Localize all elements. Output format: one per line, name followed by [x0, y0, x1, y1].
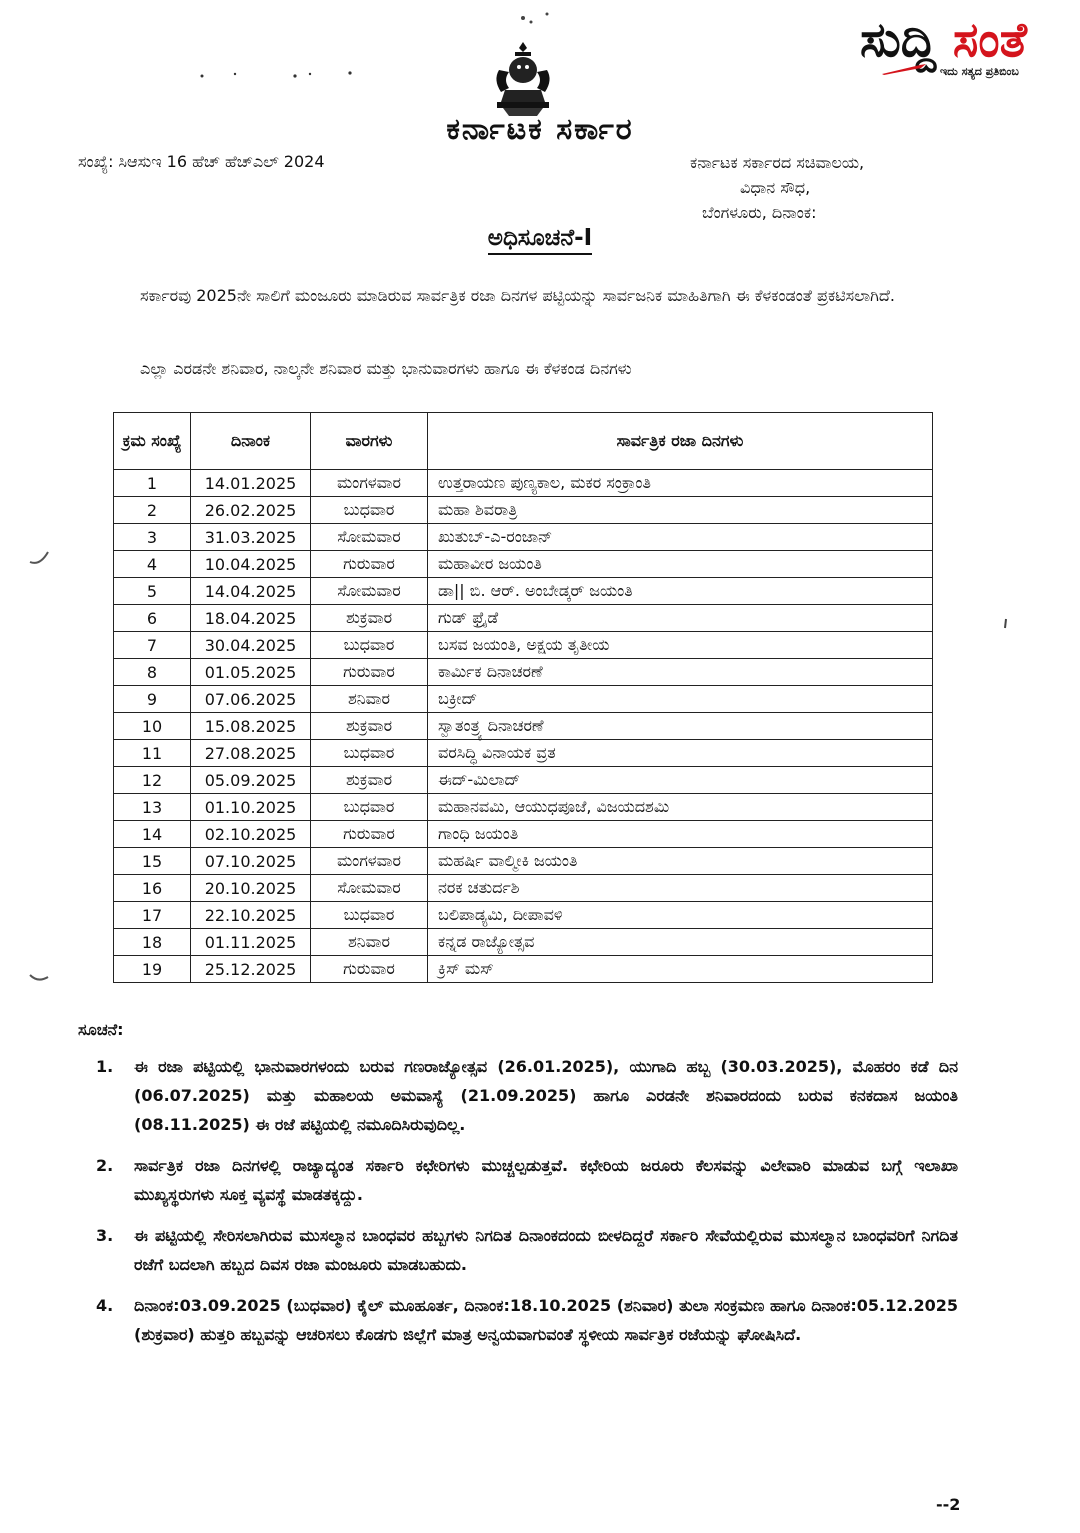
cell-date: 15.08.2025 [191, 713, 311, 740]
cell-day: ಗುರುವಾರ [311, 821, 428, 848]
cell-serial: 5 [114, 578, 191, 605]
pen-icon [880, 62, 930, 76]
note-text: ದಿನಾಂಕ:03.09.2025 (ಬುಧವಾರ) ಕೈಲ್ ಮೂಹೂರ್ತ, ದಿನಾಂಕ:18.10.2025 (ಶನಿವಾರ) ತುಲಾ ಸಂಕ್ರಮಣ ಹಾಗೂ ದಿನಾಂಕ:05.12.2025 (ಶುಕ್ರವಾರ) ಹುತ್ತರಿ ಹಬ್ಬವನ್ನು ಆಚರಿಸಲು ಕೊಡಗು ಜಿಲ್ಲೆಗೆ ಮಾತ್ರ ಅನ್ವಯವಾಗುವಂತೆ ಸ್ಥಳೀಯ ಸಾರ್ವತ್ರಿಕ ರಜೆಯನ್ನು ಘೋಷಿಸಿದೆ. [134, 1296, 958, 1344]
cell-serial: 2 [114, 497, 191, 524]
col-header-serial: ಕ್ರಮ ಸಂಖ್ಯೆ [114, 413, 191, 470]
cell-day: ಗುರುವಾರ [311, 956, 428, 983]
table-row [114, 551, 933, 578]
margin-mark [1002, 618, 1010, 630]
table-body [114, 470, 933, 983]
scan-mark [515, 8, 555, 30]
cell-serial: 16 [114, 875, 191, 902]
intro-line-2: ಎಲ್ಲಾ ಎರಡನೇ ಶನಿವಾರ, ನಾಲ್ಕನೇ ಶನಿವಾರ ಮತ್ತು ಭಾನುವಾರಗಳು ಹಾಗೂ ಈ ಕೆಳಕಂಡ ದಿನಗಳು [140, 359, 632, 378]
cell-holiday: ವರಸಿದ್ಧಿ ವಿನಾಯಕ ವ್ರತ [428, 740, 933, 767]
cell-day: ಶನಿವಾರ [311, 686, 428, 713]
cell-date: 01.10.2025 [191, 794, 311, 821]
cell-date: 01.11.2025 [191, 929, 311, 956]
cell-date: 14.01.2025 [191, 470, 311, 497]
note-item [78, 1052, 958, 1139]
holiday-table [113, 412, 933, 983]
cell-day: ಶನಿವಾರ [311, 929, 428, 956]
cell-date: 01.05.2025 [191, 659, 311, 686]
table-row [114, 767, 933, 794]
cell-serial: 1 [114, 470, 191, 497]
cell-day: ಗುರುವಾರ [311, 659, 428, 686]
cell-date: 26.02.2025 [191, 497, 311, 524]
note-text: ಈ ರಜಾ ಪಟ್ಟಿಯಲ್ಲಿ ಭಾನುವಾರಗಳಂದು ಬರುವ ಗಣರಾಜ್ಯೋತ್ಸವ (26.01.2025), ಯುಗಾದಿ ಹಬ್ಬ (30.03.2025), ಮೊಹರಂ ಕಡೆ ದಿನ (06.07.2025) ಮತ್ತು ಮಹಾಲಯ ಅಮವಾಸ್ಯೆ (21.09.2025) ಹಾಗೂ ಎರಡನೇ ಶನಿವಾರದಂದು ಬರುವ ಕನಕದಾಸ ಜಯಂತಿ (08.11.2025) ಈ ರಜೆ ಪಟ್ಟಿಯಲ್ಲಿ ನಮೂದಿಸಿರುವುದಿಲ್ಲ. [134, 1057, 958, 1134]
note-item [78, 1291, 958, 1349]
cell-serial: 7 [114, 632, 191, 659]
scan-specks [200, 68, 360, 88]
cell-day: ಮಂಗಳವಾರ [311, 848, 428, 875]
table-row [114, 956, 933, 983]
margin-mark [28, 548, 52, 568]
cell-holiday: ಕ್ರಿಸ್ ಮಸ್ [428, 956, 933, 983]
cell-holiday: ಬಲಿಪಾಡ್ಯಮಿ, ದೀಪಾವಳಿ [428, 902, 933, 929]
note-number: 2. [96, 1156, 114, 1175]
margin-mark [28, 965, 52, 985]
cell-serial: 18 [114, 929, 191, 956]
col-header-holiday: ಸಾರ್ವತ್ರಿಕ ರಜಾ ದಿನಗಳು [428, 413, 933, 470]
note-text: ಸಾರ್ವತ್ರಿಕ ರಜಾ ದಿನಗಳಲ್ಲಿ ರಾಜ್ಯಾದ್ಯಂತ ಸರ್ಕಾರಿ ಕಛೇರಿಗಳು ಮುಚ್ಚಲ್ಪಡುತ್ತವೆ. ಕಛೇರಿಯ ಜರೂರು ಕೆಲಸವನ್ನು ವಿಲೇವಾರಿ ಮಾಡುವ ಬಗ್ಗೆ ಇಲಾಖಾ ಮುಖ್ಯಸ್ಥರುಗಳು ಸೂಕ್ತ ವ್ಯವಸ್ಥೆ ಮಾಡತಕ್ಕದ್ದು. [134, 1156, 958, 1204]
table-row [114, 713, 933, 740]
cell-serial: 13 [114, 794, 191, 821]
cell-date: 02.10.2025 [191, 821, 311, 848]
cell-serial: 4 [114, 551, 191, 578]
cell-day: ಮಂಗಳವಾರ [311, 470, 428, 497]
cell-day: ಸೋಮವಾರ [311, 578, 428, 605]
notes-heading: ಸೂಚನೆ: [78, 1020, 124, 1039]
cell-date: 30.04.2025 [191, 632, 311, 659]
note-item [78, 1151, 958, 1209]
cell-day: ಬುಧವಾರ [311, 794, 428, 821]
cell-date: 20.10.2025 [191, 875, 311, 902]
table-row [114, 902, 933, 929]
cell-date: 18.04.2025 [191, 605, 311, 632]
note-item [78, 1221, 958, 1279]
cell-serial: 14 [114, 821, 191, 848]
cell-holiday: ಮಹಾವೀರ ಜಯಂತಿ [428, 551, 933, 578]
cell-serial: 17 [114, 902, 191, 929]
cell-date: 27.08.2025 [191, 740, 311, 767]
table-row [114, 497, 933, 524]
logo-word-2: ಸಂತೆ [952, 12, 1027, 68]
note-text: ಈ ಪಟ್ಟಿಯಲ್ಲಿ ಸೇರಿಸಲಾಗಿರುವ ಮುಸಲ್ಮಾನ ಬಾಂಧವರ ಹಬ್ಬಗಳು ನಿಗದಿತ ದಿನಾಂಕದಂದು ಬೀಳದಿದ್ದರೆ ಸರ್ಕಾರಿ ಸೇವೆಯಲ್ಲಿರುವ ಮುಸಲ್ಮಾನ ಬಾಂಧವರಿಗೆ ನಿಗದಿತ ರಜೆಗೆ ಬದಲಾಗಿ ಹಬ್ಬದ ದಿವಸ ರಜಾ ಮಂಜೂರು ಮಾಡಬಹುದು. [134, 1226, 958, 1274]
cell-holiday: ಗುಡ್ ಫ್ರೈಡೆ [428, 605, 933, 632]
cell-serial: 10 [114, 713, 191, 740]
cell-day: ಸೋಮವಾರ [311, 524, 428, 551]
note-number: 4. [96, 1296, 114, 1315]
note-number: 3. [96, 1226, 114, 1245]
cell-serial: 8 [114, 659, 191, 686]
cell-holiday: ನರಕ ಚತುರ್ದಶಿ [428, 875, 933, 902]
cell-holiday: ಡಾ|| ಬಿ. ಆರ್. ಅಂಬೇಡ್ಕರ್ ಜಯಂತಿ [428, 578, 933, 605]
cell-date: 07.10.2025 [191, 848, 311, 875]
cell-holiday: ಕನ್ನಡ ರಾಜ್ಯೋತ್ಸವ [428, 929, 933, 956]
cell-day: ಸೋಮವಾರ [311, 875, 428, 902]
cell-day: ಶುಕ್ರವಾರ [311, 605, 428, 632]
logo-word-1: ಸುದ್ದಿ [860, 12, 937, 68]
address-line: ಕರ್ನಾಟಕ ಸರ್ಕಾರದ ಸಚಿವಾಲಯ, [690, 153, 865, 172]
office-address [690, 150, 864, 225]
table-row [114, 470, 933, 497]
table-row [114, 578, 933, 605]
table-row [114, 686, 933, 713]
state-emblem-icon [487, 40, 559, 118]
cell-holiday: ಬಕ್ರೀದ್ [428, 686, 933, 713]
address-line: ವಿಧಾನ ಸೌಧ, [740, 178, 811, 197]
brand-logo [860, 10, 1060, 80]
cell-date: 07.06.2025 [191, 686, 311, 713]
cell-serial: 15 [114, 848, 191, 875]
table-header-row [114, 413, 933, 470]
cell-day: ಬುಧವಾರ [311, 632, 428, 659]
cell-serial: 12 [114, 767, 191, 794]
col-header-day: ವಾರಗಳು [311, 413, 428, 470]
cell-holiday: ಮಹಾ ಶಿವರಾತ್ರಿ [428, 497, 933, 524]
cell-day: ಬುಧವಾರ [311, 740, 428, 767]
notification-title-text: ಅಧಿಸೂಚನೆ-I [488, 225, 592, 255]
table-row [114, 794, 933, 821]
table-row [114, 740, 933, 767]
cell-day: ಶುಕ್ರವಾರ [311, 713, 428, 740]
cell-holiday: ಕಾರ್ಮಿಕ ದಿನಾಚರಣೆ [428, 659, 933, 686]
table-row [114, 524, 933, 551]
cell-holiday: ಮಹಾನವಮಿ, ಆಯುಧಪೂಜೆ, ವಿಜಯದಶಮಿ [428, 794, 933, 821]
table-row [114, 632, 933, 659]
note-number: 1. [96, 1057, 114, 1076]
cell-date: 10.04.2025 [191, 551, 311, 578]
cell-date: 22.10.2025 [191, 902, 311, 929]
logo-tagline: ಇದು ಸತ್ಯದ ಪ್ರತಿಬಿಂಬ [940, 65, 1019, 78]
page-marker: --2 [936, 1495, 961, 1514]
reference-number: ಸಂಖ್ಯೆ: ಸಿಆಸುಇ 16 ಹೆಚ್ ಹೆಚ್‌ಎಲ್ 2024 [78, 152, 325, 171]
cell-serial: 11 [114, 740, 191, 767]
cell-holiday: ಸ್ವಾತಂತ್ರ್ಯ ದಿನಾಚರಣೆ [428, 713, 933, 740]
cell-holiday: ಖುತುಬ್-ಎ-ರಂಜಾನ್ [428, 524, 933, 551]
cell-holiday: ಗಾಂಧಿ ಜಯಂತಿ [428, 821, 933, 848]
table-row [114, 659, 933, 686]
cell-day: ಬುಧವಾರ [311, 902, 428, 929]
notes-list [78, 1052, 958, 1361]
government-title: ಕರ್ನಾಟಕ ಸರ್ಕಾರ [446, 112, 634, 147]
logo-wordmark [860, 10, 1027, 70]
cell-day: ಬುಧವಾರ [311, 497, 428, 524]
cell-day: ಗುರುವಾರ [311, 551, 428, 578]
cell-holiday: ಉತ್ತರಾಯಣ ಪುಣ್ಯಕಾಲ, ಮಕರ ಸಂಕ್ರಾಂತಿ [428, 470, 933, 497]
cell-holiday: ಬಸವ ಜಯಂತಿ, ಅಕ್ಷಯ ತೃತೀಯ [428, 632, 933, 659]
cell-day: ಶುಕ್ರವಾರ [311, 767, 428, 794]
table-row [114, 929, 933, 956]
cell-date: 14.04.2025 [191, 578, 311, 605]
cell-date: 05.09.2025 [191, 767, 311, 794]
table-row [114, 821, 933, 848]
cell-date: 25.12.2025 [191, 956, 311, 983]
cell-holiday: ಈದ್-ಮಿಲಾದ್ [428, 767, 933, 794]
cell-holiday: ಮಹರ್ಷಿ ವಾಲ್ಮೀಕಿ ಜಯಂತಿ [428, 848, 933, 875]
table-row [114, 848, 933, 875]
cell-serial: 19 [114, 956, 191, 983]
cell-serial: 3 [114, 524, 191, 551]
intro-paragraph: ಸರ್ಕಾರವು 2025ನೇ ಸಾಲಿಗೆ ಮಂಜೂರು ಮಾಡಿರುವ ಸಾರ್ವತ್ರಿಕ ರಜಾ ದಿನಗಳ ಪಟ್ಟಿಯನ್ನು ಸಾರ್ವಜನಿಕ ಮಾಹಿತಿಗಾಗಿ ಈ ಕೆಳಕಂಡಂತೆ ಪ್ರಕಟಿಸಲಾಗಿದೆ. [140, 286, 895, 305]
col-header-date: ದಿನಾಂಕ [191, 413, 311, 470]
cell-serial: 9 [114, 686, 191, 713]
notification-title [0, 225, 1080, 251]
table-row [114, 605, 933, 632]
table-row [114, 875, 933, 902]
cell-date: 31.03.2025 [191, 524, 311, 551]
address-line: ಬೆಂಗಳೂರು, ದಿನಾಂಕ: [702, 203, 817, 222]
cell-serial: 6 [114, 605, 191, 632]
